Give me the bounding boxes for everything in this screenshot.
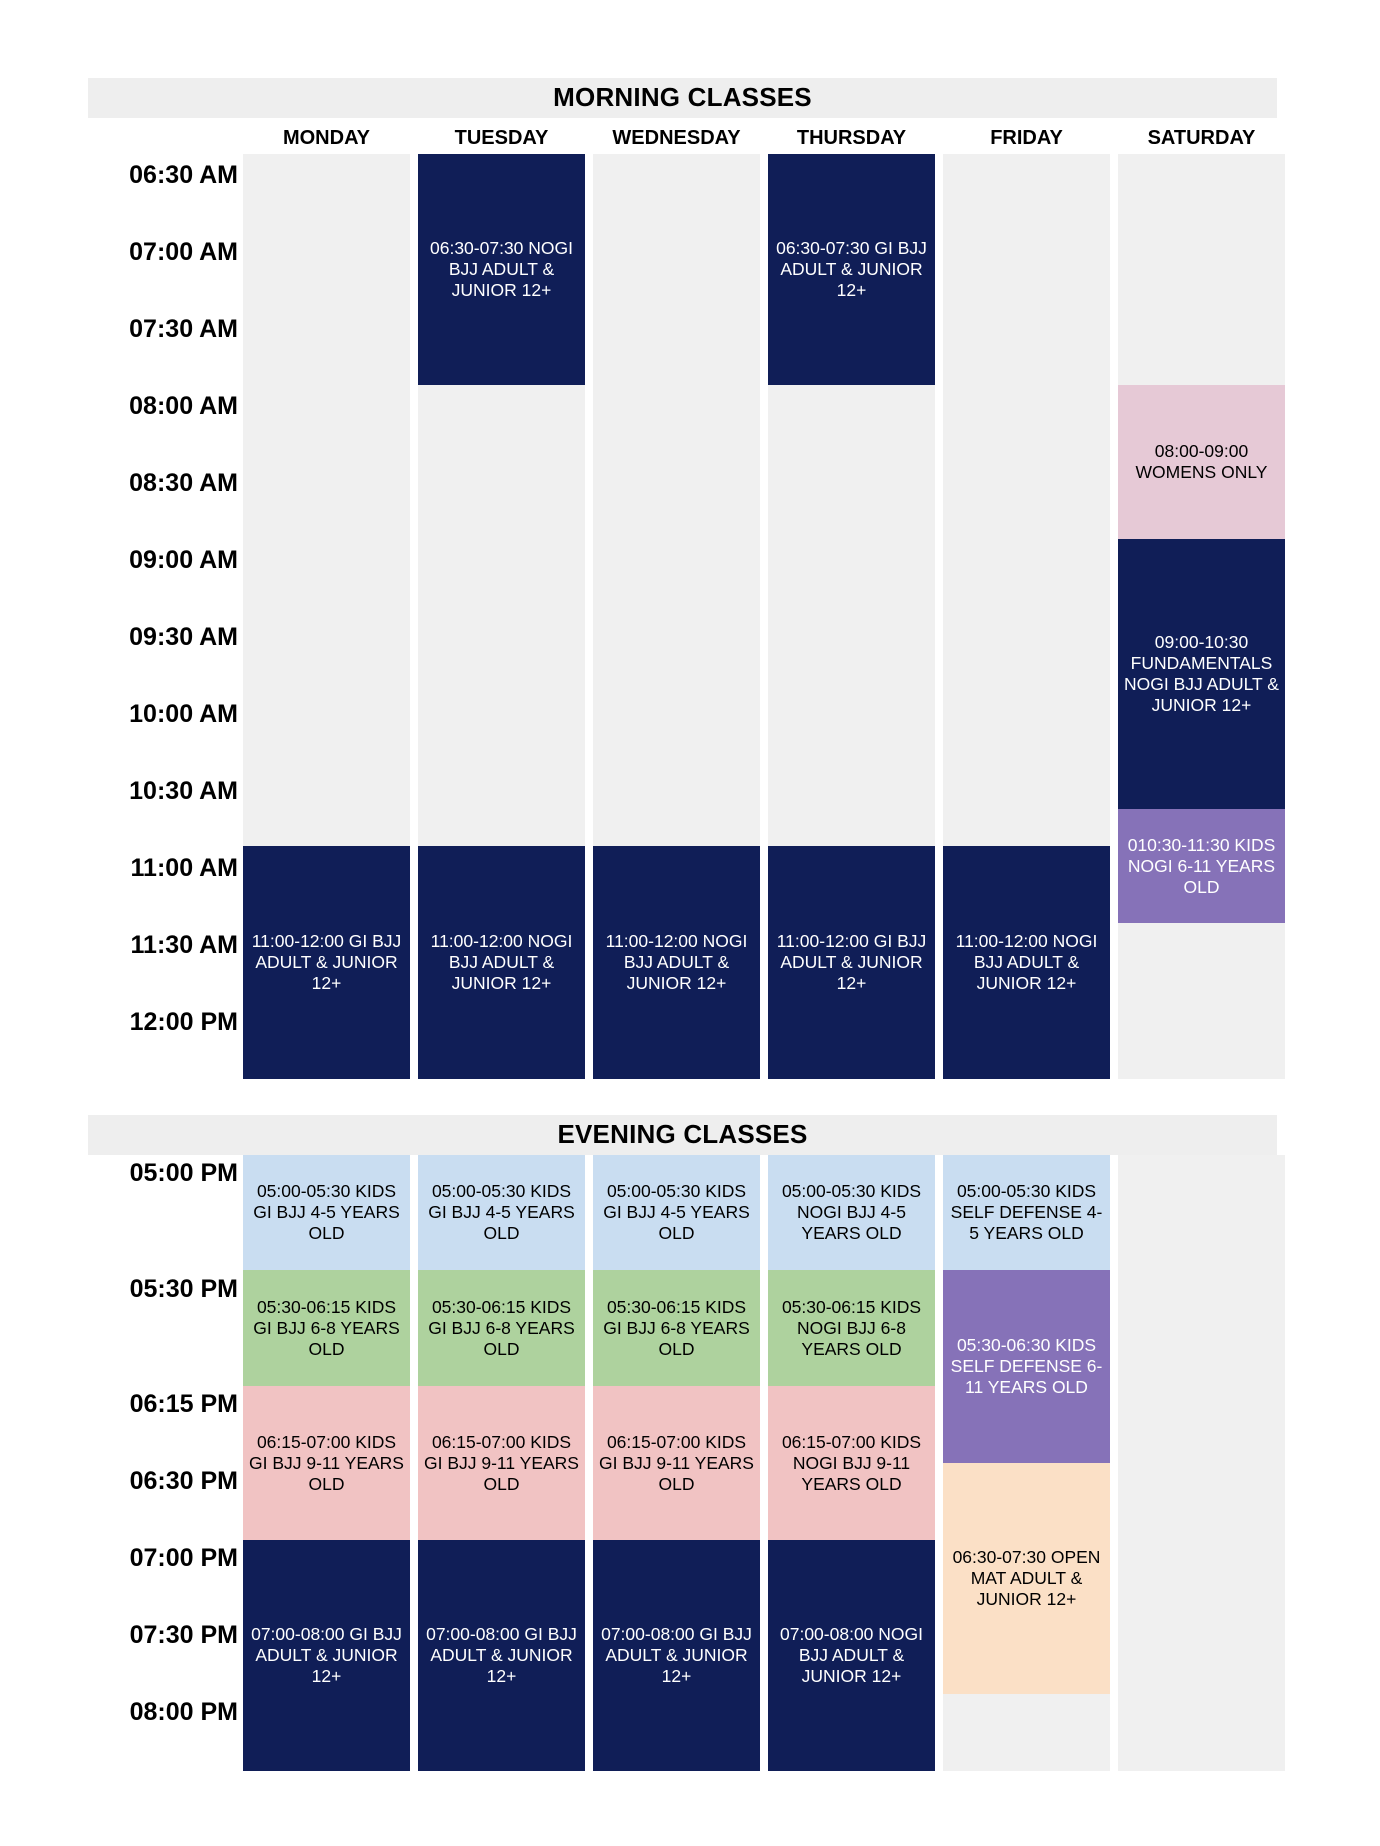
class-block-tuesday-2[interactable] <box>418 1270 585 1386</box>
time-label: 08:00 AM <box>129 392 238 420</box>
time-label: 09:00 AM <box>129 546 238 574</box>
class-text: 09:00-10:30 FUNDAMENTALS NOGI BJJ ADULT & JUNIOR 12+ <box>1124 632 1279 715</box>
class-text: 11:00-12:00 GI BJJ ADULT & JUNIOR 12+ <box>251 931 402 993</box>
time-label: 11:30 AM <box>130 931 238 959</box>
class-block-wednesday-4[interactable] <box>593 1540 760 1771</box>
class-block-tuesday-late[interactable] <box>418 846 585 1079</box>
class-text: 06:30-07:30 GI BJJ ADULT & JUNIOR 12+ <box>776 238 927 300</box>
class-text: 05:30-06:15 KIDS GI BJJ 6-8 YEARS OLD <box>253 1296 400 1359</box>
class-text: 07:00-08:00 NOGI BJJ ADULT & JUNIOR 12+ <box>780 1624 923 1686</box>
class-block-thursday-1[interactable] <box>768 1155 935 1270</box>
class-text: 06:15-07:00 KIDS NOGI BJJ 9-11 YEARS OLD <box>781 1431 922 1494</box>
time-label: 10:30 AM <box>129 777 238 805</box>
class-block-saturday-womens[interactable] <box>1118 385 1285 539</box>
class-text: 11:00-12:00 GI BJJ ADULT & JUNIOR 12+ <box>776 931 927 993</box>
class-text: 11:00-12:00 NOGI BJJ ADULT & JUNIOR 12+ <box>955 931 1098 993</box>
class-block-friday-3[interactable] <box>943 1463 1110 1694</box>
time-label: 07:00 AM <box>129 238 238 266</box>
time-label: 05:00 PM <box>129 1159 238 1187</box>
class-block-thursday-early[interactable] <box>768 154 935 385</box>
class-text: 05:00-05:30 KIDS NOGI BJJ 4-5 YEARS OLD <box>781 1181 922 1243</box>
class-block-friday-1[interactable] <box>943 1155 1110 1270</box>
day-saturday: SATURDAY <box>1147 127 1256 149</box>
class-block-wednesday-3[interactable] <box>593 1386 760 1540</box>
class-text: 11:00-12:00 NOGI BJJ ADULT & JUNIOR 12+ <box>430 931 573 993</box>
day-thursday: THURSDAY <box>796 127 907 149</box>
class-block-thursday-3[interactable] <box>768 1386 935 1540</box>
class-text: 07:00-08:00 GI BJJ ADULT & JUNIOR 12+ <box>601 1624 752 1686</box>
class-text: 07:00-08:00 GI BJJ ADULT & JUNIOR 12+ <box>251 1624 402 1686</box>
class-text: 010:30-11:30 KIDS NOGI 6-11 YEARS OLD <box>1127 834 1276 897</box>
class-text: 05:00-05:30 KIDS GI BJJ 4-5 YEARS OLD <box>428 1181 575 1243</box>
time-label: 06:30 AM <box>129 161 238 189</box>
class-text: 05:30-06:30 KIDS SELF DEFENSE 6-11 YEARS OLD <box>950 1335 1103 1397</box>
class-block-thursday-2[interactable] <box>768 1270 935 1386</box>
class-block-saturday-kids[interactable] <box>1118 809 1285 923</box>
time-label: 06:15 PM <box>129 1390 238 1418</box>
class-text: 07:00-08:00 GI BJJ ADULT & JUNIOR 12+ <box>426 1624 577 1686</box>
day-friday: FRIDAY <box>990 127 1063 149</box>
time-label: 06:30 PM <box>129 1467 238 1495</box>
class-block-monday-1[interactable] <box>243 1155 410 1270</box>
class-block-monday-3[interactable] <box>243 1386 410 1540</box>
class-block-saturday-fundamentals[interactable] <box>1118 539 1285 809</box>
class-text: 08:00-09:00 WOMENS ONLY <box>1135 441 1268 482</box>
time-label: 07:00 PM <box>129 1544 238 1572</box>
class-block-friday-2[interactable] <box>943 1270 1110 1463</box>
evening-column-saturday <box>1118 1155 1285 1771</box>
class-text: 06:30-07:30 NOGI BJJ ADULT & JUNIOR 12+ <box>430 238 573 300</box>
class-block-tuesday-early[interactable] <box>418 154 585 385</box>
evening-title: EVENING CLASSES <box>557 1119 808 1149</box>
class-block-tuesday-4[interactable] <box>418 1540 585 1771</box>
class-block-tuesday-3[interactable] <box>418 1386 585 1540</box>
time-label: 05:30 PM <box>129 1275 238 1303</box>
class-text: 05:30-06:15 KIDS NOGI BJJ 6-8 YEARS OLD <box>781 1296 922 1359</box>
class-block-monday-4[interactable] <box>243 1540 410 1771</box>
class-text: 11:00-12:00 NOGI BJJ ADULT & JUNIOR 12+ <box>605 931 748 993</box>
class-block-thursday-late[interactable] <box>768 846 935 1079</box>
class-text: 06:30-07:30 OPEN MAT ADULT & JUNIOR 12+ <box>952 1547 1101 1609</box>
class-text: 05:00-05:30 KIDS GI BJJ 4-5 YEARS OLD <box>603 1181 750 1243</box>
class-text: 05:30-06:15 KIDS GI BJJ 6-8 YEARS OLD <box>428 1296 575 1359</box>
time-label: 08:00 PM <box>129 1698 238 1726</box>
time-label: 07:30 PM <box>129 1621 238 1649</box>
class-block-tuesday-1[interactable] <box>418 1155 585 1270</box>
day-tuesday: TUESDAY <box>454 127 549 149</box>
day-wednesday: WEDNESDAY <box>612 127 741 149</box>
morning-header-bar <box>88 78 1277 118</box>
class-text: 06:15-07:00 KIDS GI BJJ 9-11 YEARS OLD <box>599 1431 754 1494</box>
class-block-thursday-4[interactable] <box>768 1540 935 1771</box>
time-label: 12:00 PM <box>129 1008 238 1036</box>
class-block-wednesday-late[interactable] <box>593 846 760 1079</box>
time-label: 10:00 AM <box>129 700 238 728</box>
class-block-monday-2[interactable] <box>243 1270 410 1386</box>
class-text: 06:15-07:00 KIDS GI BJJ 9-11 YEARS OLD <box>424 1431 579 1494</box>
day-monday: MONDAY <box>282 127 371 149</box>
class-text: 06:15-07:00 KIDS GI BJJ 9-11 YEARS OLD <box>249 1431 404 1494</box>
class-text: 05:30-06:15 KIDS GI BJJ 6-8 YEARS OLD <box>603 1296 750 1359</box>
class-block-friday-late[interactable] <box>943 846 1110 1079</box>
time-label: 09:30 AM <box>129 623 238 651</box>
time-label: 08:30 AM <box>129 469 238 497</box>
class-block-wednesday-2[interactable] <box>593 1270 760 1386</box>
time-label: 07:30 AM <box>129 315 238 343</box>
evening-header-bar <box>88 1115 1277 1155</box>
morning-title: MORNING CLASSES <box>553 82 812 112</box>
class-block-monday-late[interactable] <box>243 846 410 1079</box>
class-text: 05:00-05:30 KIDS SELF DEFENSE 4-5 YEARS OLD <box>950 1181 1103 1243</box>
class-block-wednesday-1[interactable] <box>593 1155 760 1270</box>
time-label: 11:00 AM <box>130 854 238 882</box>
class-text: 05:00-05:30 KIDS GI BJJ 4-5 YEARS OLD <box>253 1181 400 1243</box>
